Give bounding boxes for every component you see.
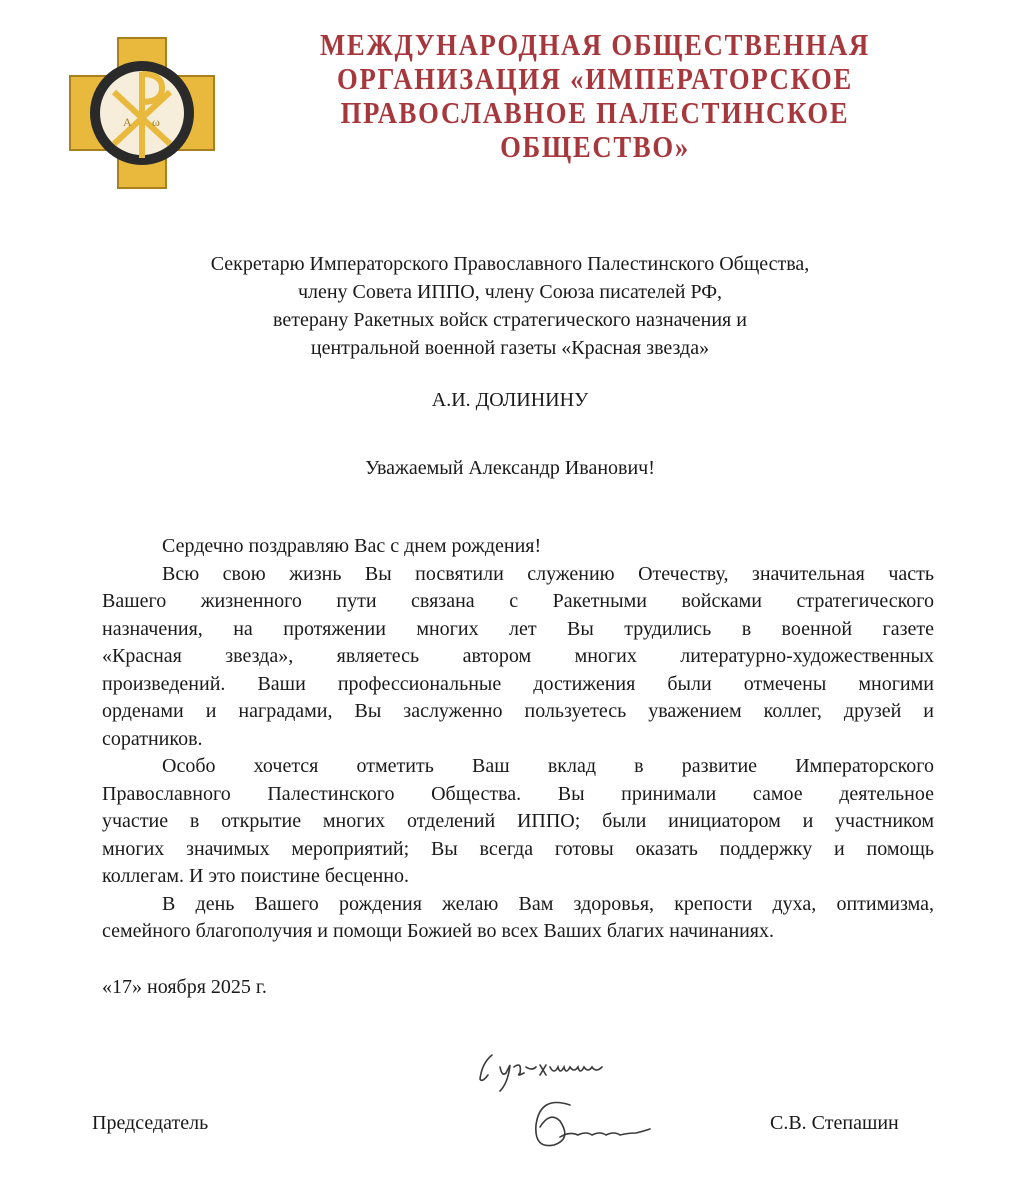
- body-line: семейного благополучия и помощи Божией во всех Ваших благих начинаниях.: [102, 920, 774, 942]
- body-line: коллегам. И это поистине бесценно.: [102, 865, 409, 887]
- letterhead-line: ПРАВОСЛАВНОЕ ПАЛЕСТИНСКОЕ ОБЩЕСТВО»: [340, 95, 850, 164]
- svg-text:ω: ω: [152, 115, 160, 129]
- signatory-name: С.В. Степашин: [770, 1112, 899, 1134]
- society-emblem-logo: [68, 36, 216, 190]
- body-line: орденами и наградами, Вы заслуженно пользуетесь уважением коллег, друзей и: [102, 700, 934, 722]
- body-line: назначения, на протяжении многих лет Вы трудились в военной газете: [102, 617, 934, 640]
- addressee-line: центральной военной газеты «Красная звезда»: [310, 337, 710, 359]
- addressee-block: [80, 250, 940, 362]
- addressee-name: А.И. ДОЛИНИНУ: [431, 389, 589, 411]
- body-line: «Красная звезда», являетесь автором многих литературно-художественных: [102, 645, 934, 667]
- body-line: Сердечно поздравляю Вас с днем рождения!: [162, 535, 542, 557]
- body-line: многих значимых мероприятий; Вы всегда готовы оказать поддержку и помощь: [102, 837, 934, 860]
- body-line: произведений. Ваши профессиональные достижения были отмечены многими: [102, 672, 934, 695]
- letterhead-line: МЕЖДУНАРОДНАЯ ОБЩЕСТВЕННАЯ: [319, 27, 871, 62]
- body-line: В день Вашего рождения желаю Вам здоровья, крепости духа, оптимизма,: [162, 892, 934, 915]
- svg-text:A: A: [123, 115, 132, 129]
- letter-body: [102, 533, 934, 946]
- body-line: Православного Палестинского Общества. Вы принимали самое деятельное: [102, 782, 934, 805]
- body-line: соратников.: [102, 727, 203, 750]
- body-line: Всю свою жизнь Вы посвятили служению Отечеству, значительная часть: [162, 562, 934, 585]
- letter-date: «17» ноября 2025 г.: [102, 976, 267, 998]
- body-line: участие в открытие многих отделений ИППО; были инициатором и участником: [102, 810, 934, 832]
- signatory-role: Председатель: [92, 1112, 209, 1134]
- body-line: Вашего жизненного пути связана с Ракетными войсками стратегического: [102, 590, 934, 612]
- addressee-line: Секретарю Императорского Православного Палестинского Общества,: [210, 253, 810, 275]
- addressee-line: ветерану Ракетных войск стратегического назначения и: [273, 309, 747, 331]
- addressee-line: члену Совета ИППО, члену Союза писателей РФ,: [297, 281, 723, 303]
- handwritten-signature: [470, 1045, 730, 1160]
- greeting: Уважаемый Александр Иванович!: [365, 457, 655, 479]
- body-line: Особо хочется отметить Ваш вклад в развитие Императорского: [162, 755, 934, 777]
- letterhead-line: ОРГАНИЗАЦИЯ «ИМПЕРАТОРСКОЕ: [337, 61, 853, 96]
